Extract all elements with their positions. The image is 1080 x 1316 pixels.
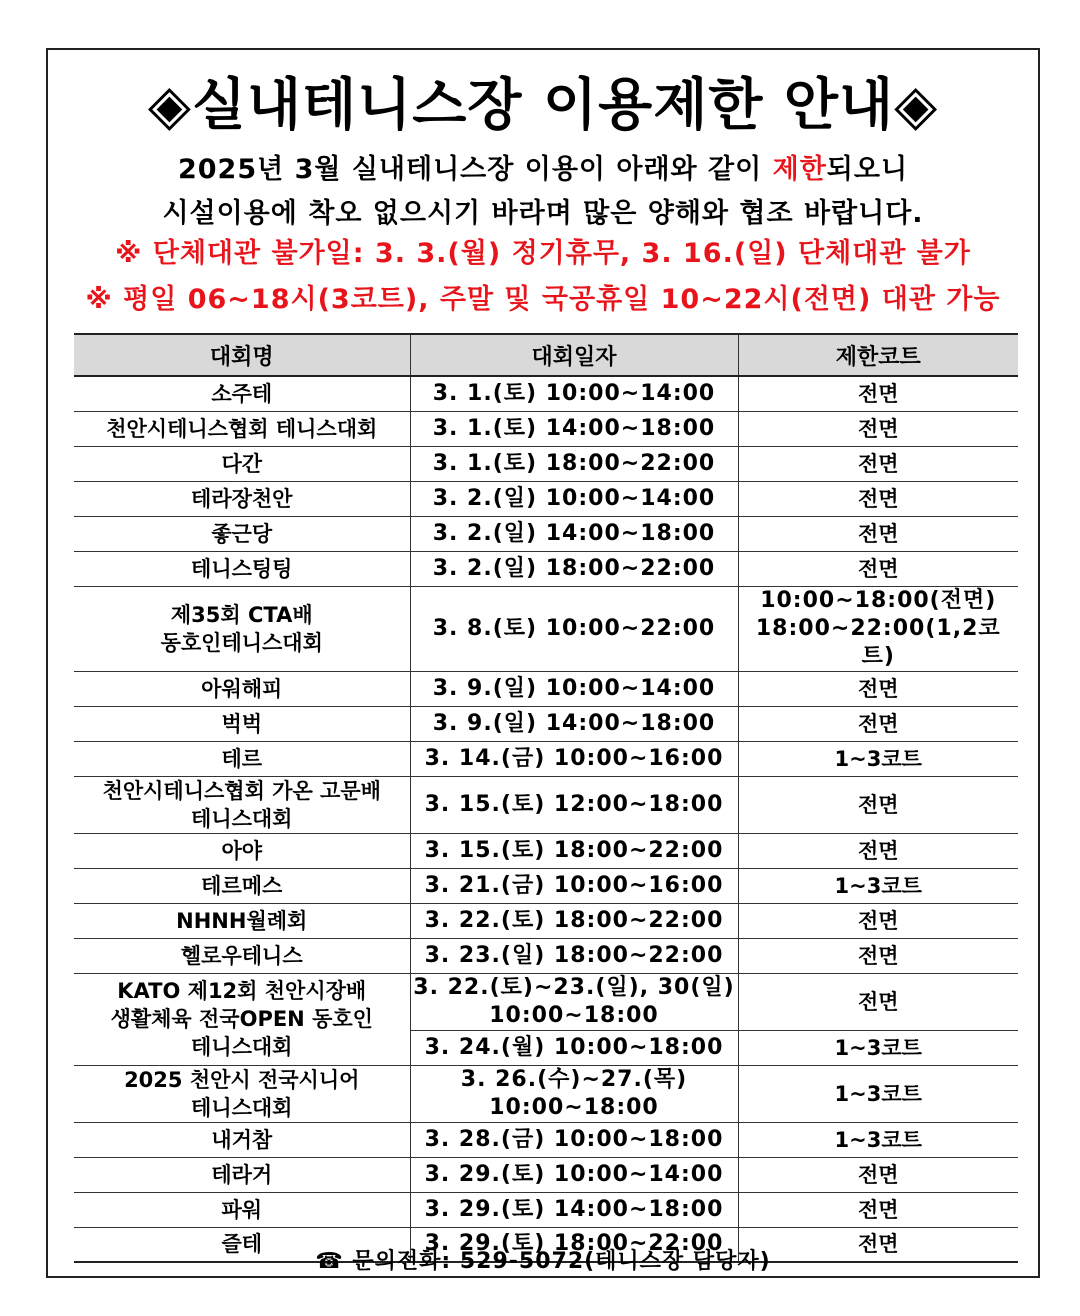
table-row: [74, 1065, 1018, 1122]
event-court: 전면: [738, 446, 1018, 481]
event-name: [74, 1065, 410, 1122]
contact-phone: ☎ 문의전화: 529-5072(테니스장 담당자): [315, 1249, 771, 1274]
event-name: 헬로우테니스: [74, 938, 410, 973]
event-name-line: KATO 제12회 천안시장배: [117, 979, 367, 1003]
table-row: [74, 586, 1018, 671]
table-row: [74, 938, 1018, 973]
event-name-line: 동호인테니스대회: [160, 630, 323, 655]
event-name: 테라장천안: [74, 481, 410, 516]
event-date-line: 10:00~18:00: [489, 1094, 659, 1120]
event-court: 전면: [738, 551, 1018, 586]
event-court: 전면: [738, 516, 1018, 551]
event-court: 전면: [738, 903, 1018, 938]
event-date: [410, 973, 738, 1030]
event-name: 좋근당: [74, 516, 410, 551]
intro-text-end: 되오니: [826, 154, 909, 185]
intro-line-2: 시설이용에 착오 없으시기 바라며 많은 양해와 협조 바랍니다.: [162, 198, 924, 229]
event-name: [74, 973, 410, 1065]
table-row: [74, 1157, 1018, 1192]
table-row: [74, 903, 1018, 938]
event-name-line: 천안시테니스협회 가온 고문배: [102, 778, 381, 803]
event-court: 전면: [738, 1192, 1018, 1227]
event-name-line: 테니스대회: [191, 1035, 293, 1059]
intro-line-1: [48, 150, 1038, 190]
event-name: [74, 776, 410, 833]
schedule-table: [74, 333, 1018, 1263]
event-court: 전면: [738, 1227, 1018, 1262]
event-date: 3. 24.(월) 10:00~18:00: [410, 1030, 738, 1065]
table-row: [74, 833, 1018, 868]
event-court: 전면: [738, 411, 1018, 446]
event-name-line: 생활체육 전국OPEN 동호인: [110, 1007, 373, 1031]
event-name: 천안시테니스협회 테니스대회: [74, 411, 410, 446]
event-court: 전면: [738, 973, 1018, 1030]
event-date: 3. 29.(토) 18:00~22:00: [410, 1227, 738, 1262]
event-court: 1~3코트: [738, 868, 1018, 903]
event-date: 3. 9.(일) 14:00~18:00: [410, 706, 738, 741]
table-row: [74, 1192, 1018, 1227]
event-date: 3. 8.(토) 10:00~22:00: [410, 586, 738, 671]
event-name-line: 제35회 CTA배: [170, 602, 313, 627]
table-row: [74, 481, 1018, 516]
event-date: 3. 15.(토) 12:00~18:00: [410, 776, 738, 833]
event-name-line: 테니스대회: [191, 1095, 293, 1120]
event-name: 파워: [74, 1192, 410, 1227]
table-row: [74, 411, 1018, 446]
event-name: 내거참: [74, 1122, 410, 1157]
event-date: 3. 1.(토) 18:00~22:00: [410, 446, 738, 481]
notice-closed-days: ※ 단체대관 불가일: 3. 3.(월) 정기휴무, 3. 16.(일) 단체대관 불가: [115, 238, 971, 269]
event-court: [738, 586, 1018, 671]
table-row: [74, 551, 1018, 586]
event-date: 3. 22.(토) 18:00~22:00: [410, 903, 738, 938]
event-name-line: 2025 천안시 전국시니어: [124, 1067, 360, 1092]
event-court: 1~3코트: [738, 1122, 1018, 1157]
table-row: [74, 446, 1018, 481]
event-name: 테니스팅팅: [74, 551, 410, 586]
event-name: 테르메스: [74, 868, 410, 903]
table-header-row: [74, 334, 1018, 376]
event-date: 3. 29.(토) 10:00~14:00: [410, 1157, 738, 1192]
header-event-date: 대회일자: [410, 334, 738, 376]
event-date-line: 10:00~18:00: [489, 1002, 659, 1028]
event-court: 전면: [738, 833, 1018, 868]
event-date: 3. 21.(금) 10:00~16:00: [410, 868, 738, 903]
event-court: 전면: [738, 938, 1018, 973]
notice-frame: [46, 48, 1040, 1278]
event-date: 3. 1.(토) 14:00~18:00: [410, 411, 738, 446]
table-row: [74, 1122, 1018, 1157]
table-row: [74, 973, 1018, 1030]
intro-highlight: 제한: [772, 154, 827, 185]
event-date-line: 3. 22.(토)~23.(일), 30(일): [413, 974, 735, 1000]
event-date: 3. 29.(토) 14:00~18:00: [410, 1192, 738, 1227]
event-name: 다간: [74, 446, 410, 481]
event-court-line: 10:00~18:00(전면): [760, 587, 997, 613]
event-court: 1~3코트: [738, 1065, 1018, 1122]
table-row: [74, 516, 1018, 551]
table-row: [74, 776, 1018, 833]
event-court: 전면: [738, 706, 1018, 741]
event-date: 3. 23.(일) 18:00~22:00: [410, 938, 738, 973]
table-row: [74, 868, 1018, 903]
table-row: [74, 741, 1018, 776]
event-court: 1~3코트: [738, 741, 1018, 776]
event-date: 3. 15.(토) 18:00~22:00: [410, 833, 738, 868]
event-court: 전면: [738, 1157, 1018, 1192]
event-date: 3. 2.(일) 10:00~14:00: [410, 481, 738, 516]
event-court: 전면: [738, 671, 1018, 706]
intro-text: 2025년 3월 실내테니스장 이용이 아래와 같이: [177, 154, 773, 185]
event-court: 전면: [738, 481, 1018, 516]
event-date: 3. 28.(금) 10:00~18:00: [410, 1122, 738, 1157]
event-name-line: 테니스대회: [191, 806, 293, 831]
event-date: 3. 14.(금) 10:00~16:00: [410, 741, 738, 776]
header-restricted-court: 제한코트: [738, 334, 1018, 376]
event-name: 테라거: [74, 1157, 410, 1192]
event-name: 소주테: [74, 376, 410, 411]
event-date: 3. 2.(일) 14:00~18:00: [410, 516, 738, 551]
event-court: 1~3코트: [738, 1030, 1018, 1065]
page-title: ◈실내테니스장 이용제한 안내◈: [147, 73, 939, 138]
event-court: 전면: [738, 776, 1018, 833]
event-name: 테르: [74, 741, 410, 776]
event-court-line: 18:00~22:00(1,2코트): [755, 615, 1001, 669]
event-court: 전면: [738, 376, 1018, 411]
header-event-name: 대회명: [74, 334, 410, 376]
event-date-line: 3. 26.(수)~27.(목): [460, 1066, 688, 1092]
table-row: [74, 706, 1018, 741]
event-name: NHNH월례회: [74, 903, 410, 938]
event-date: 3. 9.(일) 10:00~14:00: [410, 671, 738, 706]
event-date: [410, 1065, 738, 1122]
event-date: 3. 2.(일) 18:00~22:00: [410, 551, 738, 586]
table-row: [74, 671, 1018, 706]
event-date: 3. 1.(토) 10:00~14:00: [410, 376, 738, 411]
event-name: [74, 586, 410, 671]
event-name: 즐테: [74, 1227, 410, 1262]
event-name: 벅벅: [74, 706, 410, 741]
event-name: 아워해피: [74, 671, 410, 706]
table-row: [74, 376, 1018, 411]
notice-rental-hours: ※ 평일 06~18시(3코트), 주말 및 국공휴일 10~22시(전면) 대관 가능: [85, 284, 1001, 315]
event-name: 아야: [74, 833, 410, 868]
